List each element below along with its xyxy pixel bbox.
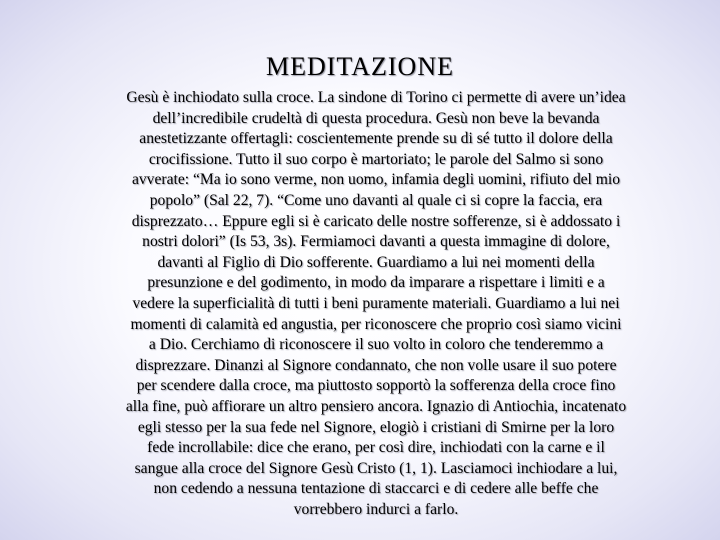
slide-title: MEDITAZIONE [266,52,454,81]
text-line: fede incrollabile: dice che erano, per così dire, inchiodati con la carne e il [147,439,605,457]
text-line: a Dio. Cerchiamo di riconoscere il suo volto in coloro che tenderemmo a [148,336,604,354]
meditation-text [52,88,700,520]
text-line: presunzione e del godimento, in modo da imparare a rispettare i limiti e a [147,274,605,292]
text-line: sangue alla croce del Signore Gesù Cristo (1, 1). Lasciamoci inchiodare a lui, [134,459,618,477]
text-line: Gesù è inchiodato sulla croce. La sindone di Torino ci permette di avere un’idea [126,89,626,106]
text-line: vorrebbero indurci a farlo. [293,500,459,518]
text-line: davanti al Figlio di Dio sofferente. Guardiamo a lui nei momenti della [157,253,595,271]
text-line: crocifissione. Tutto il suo corpo è martoriato; le parole del Salmo si sono [148,150,604,168]
text-line: vedere la superficialità di tutti i beni puramente materiali. Guardiamo a lui nei [132,294,620,312]
text-line: avverate: “Ma io sono verme, non uomo, infamia degli uomini, rifiuto del mio [131,171,621,189]
text-line: anestetizzante offertagli: coscientemente prende su di sé tutto il dolore della [139,130,613,148]
text-line: dell’incredibile crudeltà di questa procedura. Gesù non beve la bevanda [152,109,600,127]
text-line: disprezzato… Eppure egli si è caricato delle nostre sofferenze, si è addossato i [131,212,621,230]
text-line: per scendere dalla croce, ma piuttosto sopportò la sofferenza della croce fino [136,377,616,395]
text-line: nostri dolori” (Is 53, 3s). Fermiamoci davanti a questa immagine di dolore, [142,233,610,251]
text-line: disprezzare. Dinanzi al Signore condannato, che non volle usare il suo potere [135,356,617,374]
text-line: momenti di calamità ed angustia, per riconoscere che proprio così siamo vicini [130,315,622,333]
text-line: non cedendo a nessuna tentazione di staccarci e di cedere alle beffe che [153,480,599,498]
text-line: popolo” (Sal 22, 7). “Come uno davanti al quale ci si copre la faccia, era [149,191,603,209]
text-line: alla fine, può affiorare un altro pensiero ancora. Ignazio di Antiochia, incatenato [125,397,627,415]
text-line: egli stesso per la sua fede nel Signore, elogiò i cristiani di Smirne per la loro [137,418,615,436]
